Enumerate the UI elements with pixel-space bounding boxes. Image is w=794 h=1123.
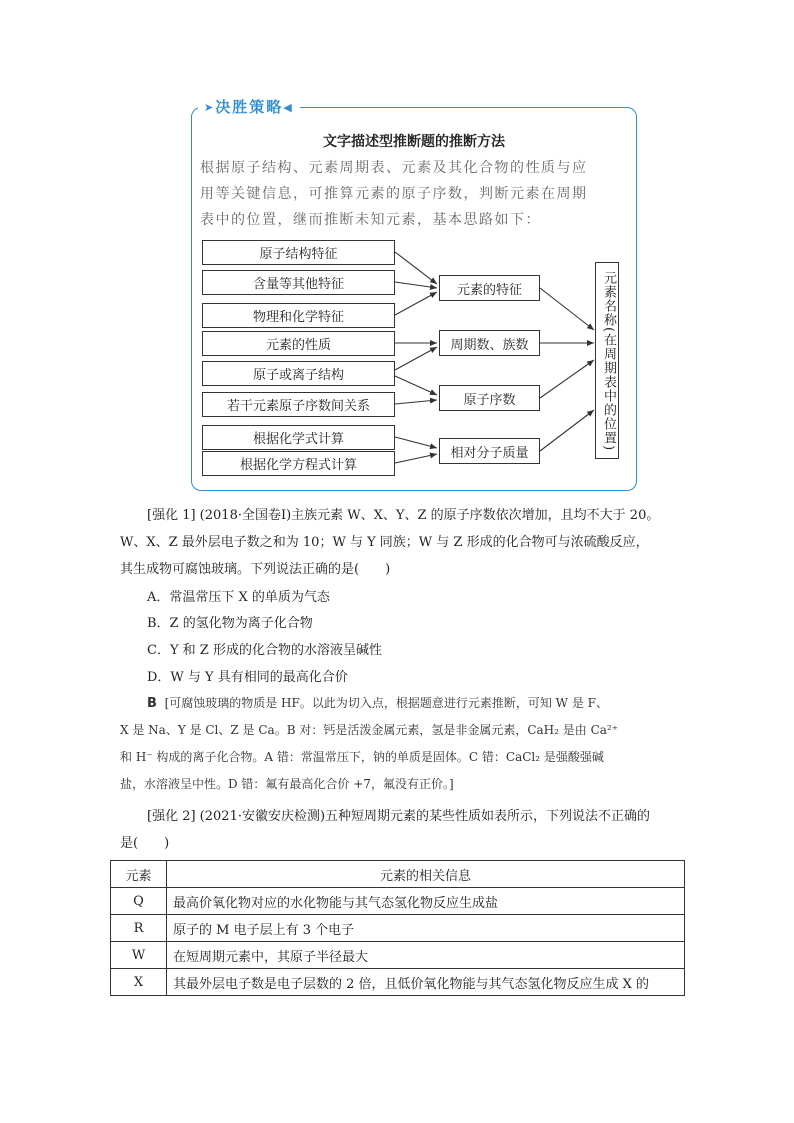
flow-box: 根据化学式计算 [202,425,395,450]
arrow-line [540,410,594,451]
table-row [111,888,685,915]
table-cell-element: R [111,915,167,942]
question-line: [强化 1] (2018·全国卷Ⅰ)主族元素 W、X、Y、Z 的原子序数依次增加，且均不大于 20。 [147,508,660,523]
question-line: 是( ) [120,836,170,851]
arrow-line [395,376,437,395]
strategy-title: 文字描述型推断题的推断方法 [323,134,505,150]
answer-key: B [147,696,157,711]
arrow-line [395,454,437,463]
flow-box: 元素的性质 [202,331,395,356]
flow-box-middle: 相对分子质量 [439,438,540,464]
option-c: C．Y 和 Z 形成的化合物的水溶液呈碱性 [147,643,382,658]
answer-line [120,690,690,717]
answer-text: [可腐蚀玻璃的物质是 HF。以此为切入点，根据题意进行元素推断，可知 W 是 F、 [164,696,608,710]
flow-box: 原子或离子结构 [202,361,395,386]
arrow-line [540,288,594,330]
arrow-line [540,360,594,398]
table-header-row [111,861,685,888]
strategy-label-text: 决胜策略 [215,98,284,116]
answer-line: 和 H⁻ 构成的离子化合物。A 错：常温常压下，钠的单质是固体。C 错：CaCl₂ 是强酸强碱 [120,750,604,764]
option-b: B．Z 的氢化物为离子化合物 [147,616,313,631]
table-cell-info: 其最外层电子数是电子层数的 2 倍，且低价氧化物能与其气态氢化物反应生成 X 的 [167,969,685,996]
arrow-line [395,400,437,404]
flow-result-box: 元素名称(在周期表中的位置) [595,262,619,459]
question-2 [120,803,690,857]
arrow-line [395,437,437,448]
intro-line: 根据原子结构、元素周期表、元素及其化合物的性质与应 [200,160,588,176]
intro-line: 表中的位置，继而推断未知元素，基本思路如下： [200,212,541,228]
flow-box: 物理和化学特征 [202,303,395,328]
flow-box-middle: 周期数、族数 [439,330,540,356]
table-cell-info: 最高价氧化物对应的水化物能与其气态氢化物反应生成盐 [167,888,685,915]
flow-box: 原子结构特征 [202,240,395,265]
flow-box-middle: 元素的特征 [439,275,540,301]
flow-box: 根据化学方程式计算 [202,451,395,476]
flow-box: 若干元素原子序数间关系 [202,392,395,417]
arrow-line [395,252,437,284]
element-info-table [110,860,685,996]
table-cell-element: Q [111,888,167,915]
table-header: 元素的相关信息 [167,861,685,888]
table-header: 元素 [111,861,167,888]
table-row [111,969,685,996]
option-a: A．常温常压下 X 的单质为气态 [147,590,330,605]
flow-box-middle: 原子序数 [439,385,540,411]
table-cell-info: 在短周期元素中，其原子半径最大 [167,942,685,969]
intro-line: 用等关键信息，可推算元素的原子序数，判断元素在周期 [200,186,588,202]
table-cell-element: X [111,969,167,996]
question-line: [强化 2] (2021·安徽安庆检测)五种短周期元素的某些性质如表所示，下列说法不正确的 [147,809,651,824]
arrow-line [395,282,437,288]
table-row [111,915,685,942]
answer-line: X 是 Na、Y 是 Cl、Z 是 Ca。B 对：钙是活泼金属元素，氢是非金属元素，CaH₂ 是由 Ca²⁺ [120,723,619,737]
arrow-line [395,292,437,315]
answer-explanation [120,690,690,798]
option-d: D．W 与 Y 具有相同的最高化合价 [147,670,348,685]
arrow-left-icon: ◀ [283,101,294,114]
question-1 [120,502,690,583]
table-row [111,942,685,969]
arrow-right-icon: ➤ [204,101,216,114]
question-line: W、X、Z 最外层电子数之和为 10；W 与 Y 同族；W 与 Z 形成的化合物可与浓硫酸反应， [120,535,649,550]
table-cell-element: W [111,942,167,969]
arrow-line [395,347,437,370]
table-cell-info: 原子的 M 电子层上有 3 个电子 [167,915,685,942]
flow-box: 含量等其他特征 [202,270,395,295]
answer-line: 盐，水溶液呈中性。D 错：氟有最高化合价 +7，氟没有正价。] [120,777,454,791]
question-line: 其生成物可腐蚀玻璃。下列说法正确的是( ) [120,562,391,577]
